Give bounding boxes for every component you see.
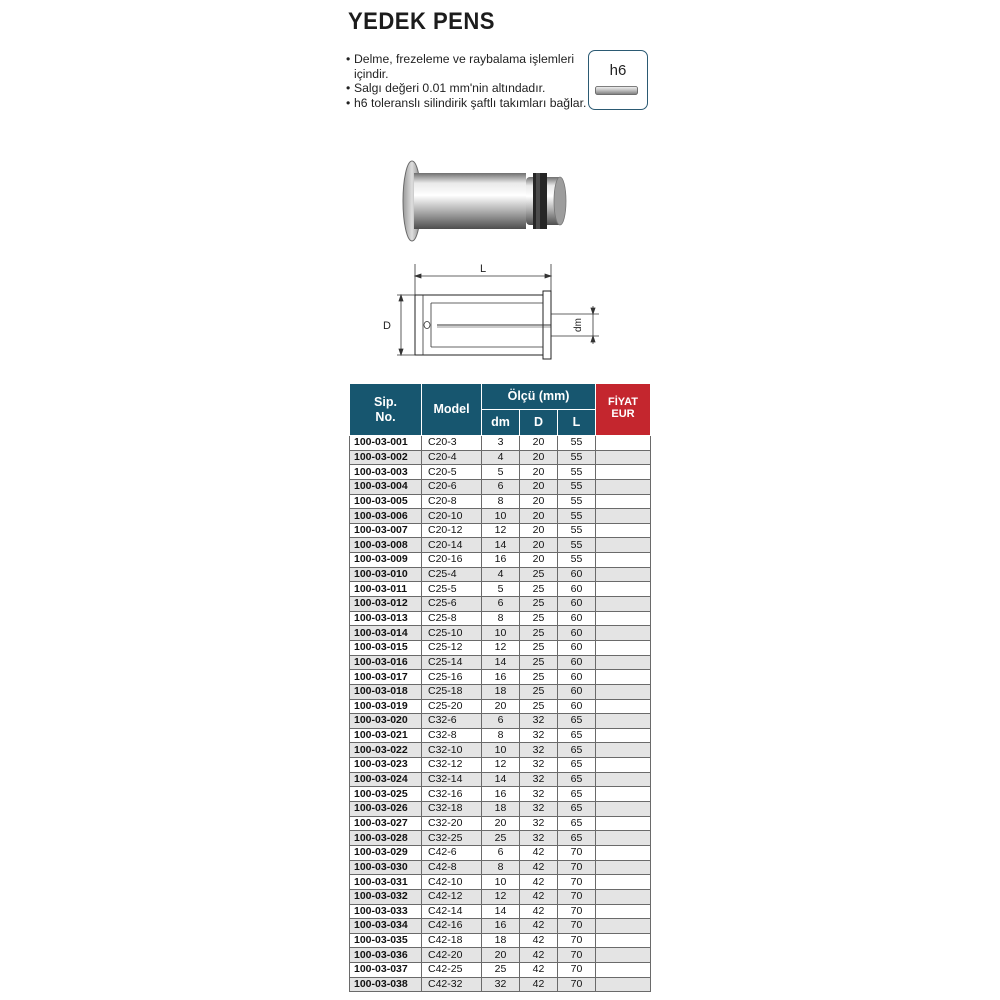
model-cell: C25-10 [422, 626, 482, 641]
price-cell [596, 758, 651, 773]
d-cell: 32 [520, 831, 558, 846]
table-row [350, 904, 651, 919]
dm-cell: 12 [482, 640, 520, 655]
l-cell: 60 [558, 597, 596, 612]
l-cell: 60 [558, 699, 596, 714]
l-cell: 70 [558, 904, 596, 919]
dm-cell: 20 [482, 948, 520, 963]
table-row [350, 816, 651, 831]
dm-cell: 16 [482, 670, 520, 685]
dm-cell: 18 [482, 802, 520, 817]
feature-item: • h6 toleranslı silindirik şaftlı takımları bağlar. [346, 96, 591, 111]
dm-cell: 12 [482, 758, 520, 773]
order-code-cell: 100-03-026 [350, 802, 422, 817]
price-cell [596, 538, 651, 553]
table-row [350, 494, 651, 509]
dm-cell: 20 [482, 699, 520, 714]
model-cell: C42-20 [422, 948, 482, 963]
d-cell: 20 [520, 538, 558, 553]
header-fiyat-text: FİYAT EUR [608, 396, 638, 420]
order-code-cell: 100-03-001 [350, 436, 422, 451]
order-code-cell: 100-03-031 [350, 875, 422, 890]
order-code-cell: 100-03-018 [350, 684, 422, 699]
length-label: L [479, 263, 487, 275]
l-cell: 70 [558, 860, 596, 875]
order-code-cell: 100-03-023 [350, 758, 422, 773]
model-cell: C42-12 [422, 889, 482, 904]
order-code-cell: 100-03-012 [350, 597, 422, 612]
dm-cell: 5 [482, 582, 520, 597]
price-cell [596, 655, 651, 670]
header-sip-no-text: Sip. No. [374, 394, 397, 424]
order-code-cell: 100-03-005 [350, 494, 422, 509]
price-cell [596, 889, 651, 904]
order-code-cell: 100-03-008 [350, 538, 422, 553]
price-cell [596, 948, 651, 963]
d-cell: 32 [520, 816, 558, 831]
dm-cell: 12 [482, 523, 520, 538]
table-row [350, 699, 651, 714]
d-cell: 32 [520, 802, 558, 817]
d-cell: 32 [520, 728, 558, 743]
price-cell [596, 640, 651, 655]
model-cell: C42-8 [422, 860, 482, 875]
header-olcu: Ölçü (mm) [482, 384, 596, 410]
price-cell [596, 772, 651, 787]
price-cell [596, 860, 651, 875]
table-row [350, 889, 651, 904]
l-cell: 55 [558, 523, 596, 538]
model-cell: C42-6 [422, 845, 482, 860]
price-cell [596, 523, 651, 538]
order-code-cell: 100-03-009 [350, 553, 422, 568]
d-cell: 42 [520, 904, 558, 919]
model-cell: C20-8 [422, 494, 482, 509]
table-row [350, 948, 651, 963]
dm-cell: 10 [482, 509, 520, 524]
l-cell: 65 [558, 714, 596, 729]
d-cell: 42 [520, 845, 558, 860]
order-code-cell: 100-03-037 [350, 963, 422, 978]
model-cell: C42-25 [422, 963, 482, 978]
table-row [350, 538, 651, 553]
price-cell [596, 963, 651, 978]
order-code-cell: 100-03-032 [350, 889, 422, 904]
collet-photo [400, 155, 570, 247]
table-row [350, 714, 651, 729]
order-code-cell: 100-03-013 [350, 611, 422, 626]
price-cell [596, 831, 651, 846]
price-cell [596, 465, 651, 480]
model-cell: C20-3 [422, 436, 482, 451]
order-code-cell: 100-03-038 [350, 977, 422, 992]
price-cell [596, 933, 651, 948]
table-row [350, 758, 651, 773]
price-cell [596, 509, 651, 524]
dm-cell: 14 [482, 655, 520, 670]
price-cell [596, 816, 651, 831]
d-cell: 25 [520, 567, 558, 582]
table-row [350, 860, 651, 875]
d-cell: 20 [520, 479, 558, 494]
model-cell: C25-12 [422, 640, 482, 655]
model-cell: C32-8 [422, 728, 482, 743]
order-code-cell: 100-03-027 [350, 816, 422, 831]
model-cell: C25-8 [422, 611, 482, 626]
table-row [350, 963, 651, 978]
order-code-cell: 100-03-015 [350, 640, 422, 655]
header-model: Model [422, 384, 482, 436]
dm-cell: 10 [482, 875, 520, 890]
feature-item: • Salgı değeri 0.01 mm'nin altındadır. [346, 81, 591, 96]
table-row [350, 450, 651, 465]
l-cell: 70 [558, 889, 596, 904]
table-row [350, 523, 651, 538]
table-row [350, 933, 651, 948]
dm-cell: 14 [482, 904, 520, 919]
table-row [350, 436, 651, 451]
l-cell: 60 [558, 611, 596, 626]
l-cell: 55 [558, 509, 596, 524]
d-cell: 42 [520, 875, 558, 890]
d-cell: 32 [520, 772, 558, 787]
dm-cell: 8 [482, 611, 520, 626]
table-row [350, 845, 651, 860]
dm-cell: 14 [482, 538, 520, 553]
header-dm: dm [482, 410, 520, 436]
l-cell: 65 [558, 831, 596, 846]
price-cell [596, 802, 651, 817]
price-cell [596, 626, 651, 641]
order-code-cell: 100-03-010 [350, 567, 422, 582]
order-code-cell: 100-03-007 [350, 523, 422, 538]
model-cell: C32-16 [422, 787, 482, 802]
l-cell: 65 [558, 758, 596, 773]
dm-cell: 25 [482, 963, 520, 978]
d-cell: 42 [520, 933, 558, 948]
order-code-cell: 100-03-016 [350, 655, 422, 670]
page-title: YEDEK PENS [348, 8, 495, 35]
l-cell: 60 [558, 567, 596, 582]
dm-cell: 8 [482, 494, 520, 509]
dm-cell: 16 [482, 787, 520, 802]
model-cell: C20-16 [422, 553, 482, 568]
dm-cell: 14 [482, 772, 520, 787]
table-row [350, 831, 651, 846]
d-cell: 20 [520, 450, 558, 465]
order-code-cell: 100-03-033 [350, 904, 422, 919]
l-cell: 55 [558, 465, 596, 480]
shaft-icon [595, 86, 639, 95]
price-cell [596, 904, 651, 919]
table-row [350, 802, 651, 817]
price-cell [596, 743, 651, 758]
dm-cell: 6 [482, 845, 520, 860]
model-cell: C42-32 [422, 977, 482, 992]
l-cell: 55 [558, 450, 596, 465]
table-row [350, 655, 651, 670]
d-cell: 25 [520, 670, 558, 685]
price-cell [596, 567, 651, 582]
table-row [350, 626, 651, 641]
order-code-cell: 100-03-002 [350, 450, 422, 465]
model-cell: C20-4 [422, 450, 482, 465]
order-code-cell: 100-03-006 [350, 509, 422, 524]
d-cell: 25 [520, 699, 558, 714]
dm-cell: 6 [482, 597, 520, 612]
price-cell [596, 845, 651, 860]
d-cell: 25 [520, 582, 558, 597]
l-cell: 70 [558, 977, 596, 992]
d-cell: 42 [520, 889, 558, 904]
price-cell [596, 670, 651, 685]
spec-table-body [350, 436, 651, 992]
table-row [350, 670, 651, 685]
model-cell: C20-12 [422, 523, 482, 538]
model-cell: C42-10 [422, 875, 482, 890]
d-cell: 20 [520, 465, 558, 480]
table-row [350, 787, 651, 802]
model-cell: C32-6 [422, 714, 482, 729]
technical-drawing [375, 258, 605, 368]
table-row [350, 553, 651, 568]
price-cell [596, 494, 651, 509]
tolerance-label: h6 [609, 62, 627, 79]
table-row [350, 611, 651, 626]
l-cell: 65 [558, 743, 596, 758]
d-cell: 25 [520, 640, 558, 655]
d-cell: 20 [520, 553, 558, 568]
table-row [350, 509, 651, 524]
order-code-cell: 100-03-022 [350, 743, 422, 758]
dm-cell: 4 [482, 450, 520, 465]
l-cell: 55 [558, 538, 596, 553]
order-code-cell: 100-03-024 [350, 772, 422, 787]
l-cell: 70 [558, 948, 596, 963]
model-cell: C20-5 [422, 465, 482, 480]
header-l: L [558, 410, 596, 436]
d-cell: 32 [520, 758, 558, 773]
price-cell [596, 597, 651, 612]
l-cell: 60 [558, 684, 596, 699]
l-cell: 55 [558, 494, 596, 509]
d-cell: 42 [520, 919, 558, 934]
model-cell: C32-20 [422, 816, 482, 831]
price-cell [596, 582, 651, 597]
l-cell: 60 [558, 626, 596, 641]
dm-cell: 3 [482, 436, 520, 451]
l-cell: 65 [558, 802, 596, 817]
model-cell: C32-12 [422, 758, 482, 773]
l-cell: 55 [558, 553, 596, 568]
l-cell: 60 [558, 670, 596, 685]
header-d: D [520, 410, 558, 436]
d-cell: 25 [520, 597, 558, 612]
price-cell [596, 436, 651, 451]
d-cell: 42 [520, 977, 558, 992]
order-code-cell: 100-03-035 [350, 933, 422, 948]
order-code-cell: 100-03-017 [350, 670, 422, 685]
d-cell: 25 [520, 655, 558, 670]
dm-cell: 16 [482, 553, 520, 568]
d-cell: 20 [520, 494, 558, 509]
l-cell: 70 [558, 933, 596, 948]
feature-item: • Delme, frezeleme ve raybalama işlemleri içindir. [346, 52, 591, 81]
order-code-cell: 100-03-021 [350, 728, 422, 743]
d-cell: 25 [520, 684, 558, 699]
l-cell: 55 [558, 479, 596, 494]
diameter-label: D [383, 320, 391, 332]
model-cell: C25-5 [422, 582, 482, 597]
tolerance-badge [588, 50, 648, 110]
spec-table [349, 383, 651, 992]
l-cell: 55 [558, 436, 596, 451]
d-cell: 42 [520, 963, 558, 978]
price-cell [596, 553, 651, 568]
feature-list [346, 52, 591, 110]
table-row [350, 875, 651, 890]
dm-cell: 10 [482, 743, 520, 758]
d-cell: 20 [520, 436, 558, 451]
d-cell: 32 [520, 787, 558, 802]
table-row [350, 684, 651, 699]
d-cell: 20 [520, 523, 558, 538]
l-cell: 60 [558, 640, 596, 655]
model-cell: C42-16 [422, 919, 482, 934]
order-code-cell: 100-03-020 [350, 714, 422, 729]
model-cell: C42-18 [422, 933, 482, 948]
table-row [350, 728, 651, 743]
price-cell [596, 728, 651, 743]
dm-cell: 6 [482, 479, 520, 494]
l-cell: 70 [558, 845, 596, 860]
table-row [350, 743, 651, 758]
price-cell [596, 875, 651, 890]
model-cell: C25-14 [422, 655, 482, 670]
order-code-cell: 100-03-028 [350, 831, 422, 846]
dm-cell: 10 [482, 626, 520, 641]
model-cell: C32-10 [422, 743, 482, 758]
model-cell: C42-14 [422, 904, 482, 919]
dm-cell: 4 [482, 567, 520, 582]
dm-cell: 32 [482, 977, 520, 992]
bore-label: dm [573, 318, 584, 332]
table-row [350, 479, 651, 494]
d-cell: 32 [520, 743, 558, 758]
d-cell: 42 [520, 948, 558, 963]
dm-cell: 8 [482, 728, 520, 743]
model-cell: C20-6 [422, 479, 482, 494]
order-code-cell: 100-03-030 [350, 860, 422, 875]
d-cell: 25 [520, 611, 558, 626]
price-cell [596, 450, 651, 465]
d-cell: 42 [520, 860, 558, 875]
d-cell: 32 [520, 714, 558, 729]
price-cell [596, 699, 651, 714]
l-cell: 70 [558, 919, 596, 934]
table-row [350, 772, 651, 787]
order-code-cell: 100-03-034 [350, 919, 422, 934]
model-cell: C25-20 [422, 699, 482, 714]
l-cell: 60 [558, 655, 596, 670]
table-row [350, 465, 651, 480]
l-cell: 65 [558, 772, 596, 787]
order-code-cell: 100-03-029 [350, 845, 422, 860]
l-cell: 65 [558, 728, 596, 743]
table-row [350, 919, 651, 934]
model-cell: C25-18 [422, 684, 482, 699]
table-row [350, 597, 651, 612]
model-cell: C32-25 [422, 831, 482, 846]
model-cell: C25-6 [422, 597, 482, 612]
price-cell [596, 714, 651, 729]
model-cell: C25-4 [422, 567, 482, 582]
d-cell: 25 [520, 626, 558, 641]
order-code-cell: 100-03-025 [350, 787, 422, 802]
dm-cell: 20 [482, 816, 520, 831]
order-code-cell: 100-03-004 [350, 479, 422, 494]
dm-cell: 6 [482, 714, 520, 729]
price-cell [596, 684, 651, 699]
price-cell [596, 787, 651, 802]
table-row [350, 567, 651, 582]
order-code-cell: 100-03-014 [350, 626, 422, 641]
order-code-cell: 100-03-003 [350, 465, 422, 480]
l-cell: 60 [558, 582, 596, 597]
table-row [350, 582, 651, 597]
table-row [350, 977, 651, 992]
dm-cell: 16 [482, 919, 520, 934]
dm-cell: 5 [482, 465, 520, 480]
model-cell: C32-14 [422, 772, 482, 787]
order-code-cell: 100-03-011 [350, 582, 422, 597]
table-row [350, 640, 651, 655]
dm-cell: 12 [482, 889, 520, 904]
price-cell [596, 919, 651, 934]
price-cell [596, 479, 651, 494]
l-cell: 65 [558, 787, 596, 802]
l-cell: 70 [558, 875, 596, 890]
order-code-cell: 100-03-019 [350, 699, 422, 714]
model-cell: C20-10 [422, 509, 482, 524]
model-cell: C32-18 [422, 802, 482, 817]
order-code-cell: 100-03-036 [350, 948, 422, 963]
dm-cell: 25 [482, 831, 520, 846]
price-cell [596, 977, 651, 992]
l-cell: 65 [558, 816, 596, 831]
model-cell: C20-14 [422, 538, 482, 553]
price-cell [596, 611, 651, 626]
d-cell: 20 [520, 509, 558, 524]
header-fiyat [596, 384, 651, 436]
header-sip-no [350, 384, 422, 436]
l-cell: 70 [558, 963, 596, 978]
model-cell: C25-16 [422, 670, 482, 685]
dm-cell: 8 [482, 860, 520, 875]
dm-cell: 18 [482, 933, 520, 948]
dm-cell: 18 [482, 684, 520, 699]
